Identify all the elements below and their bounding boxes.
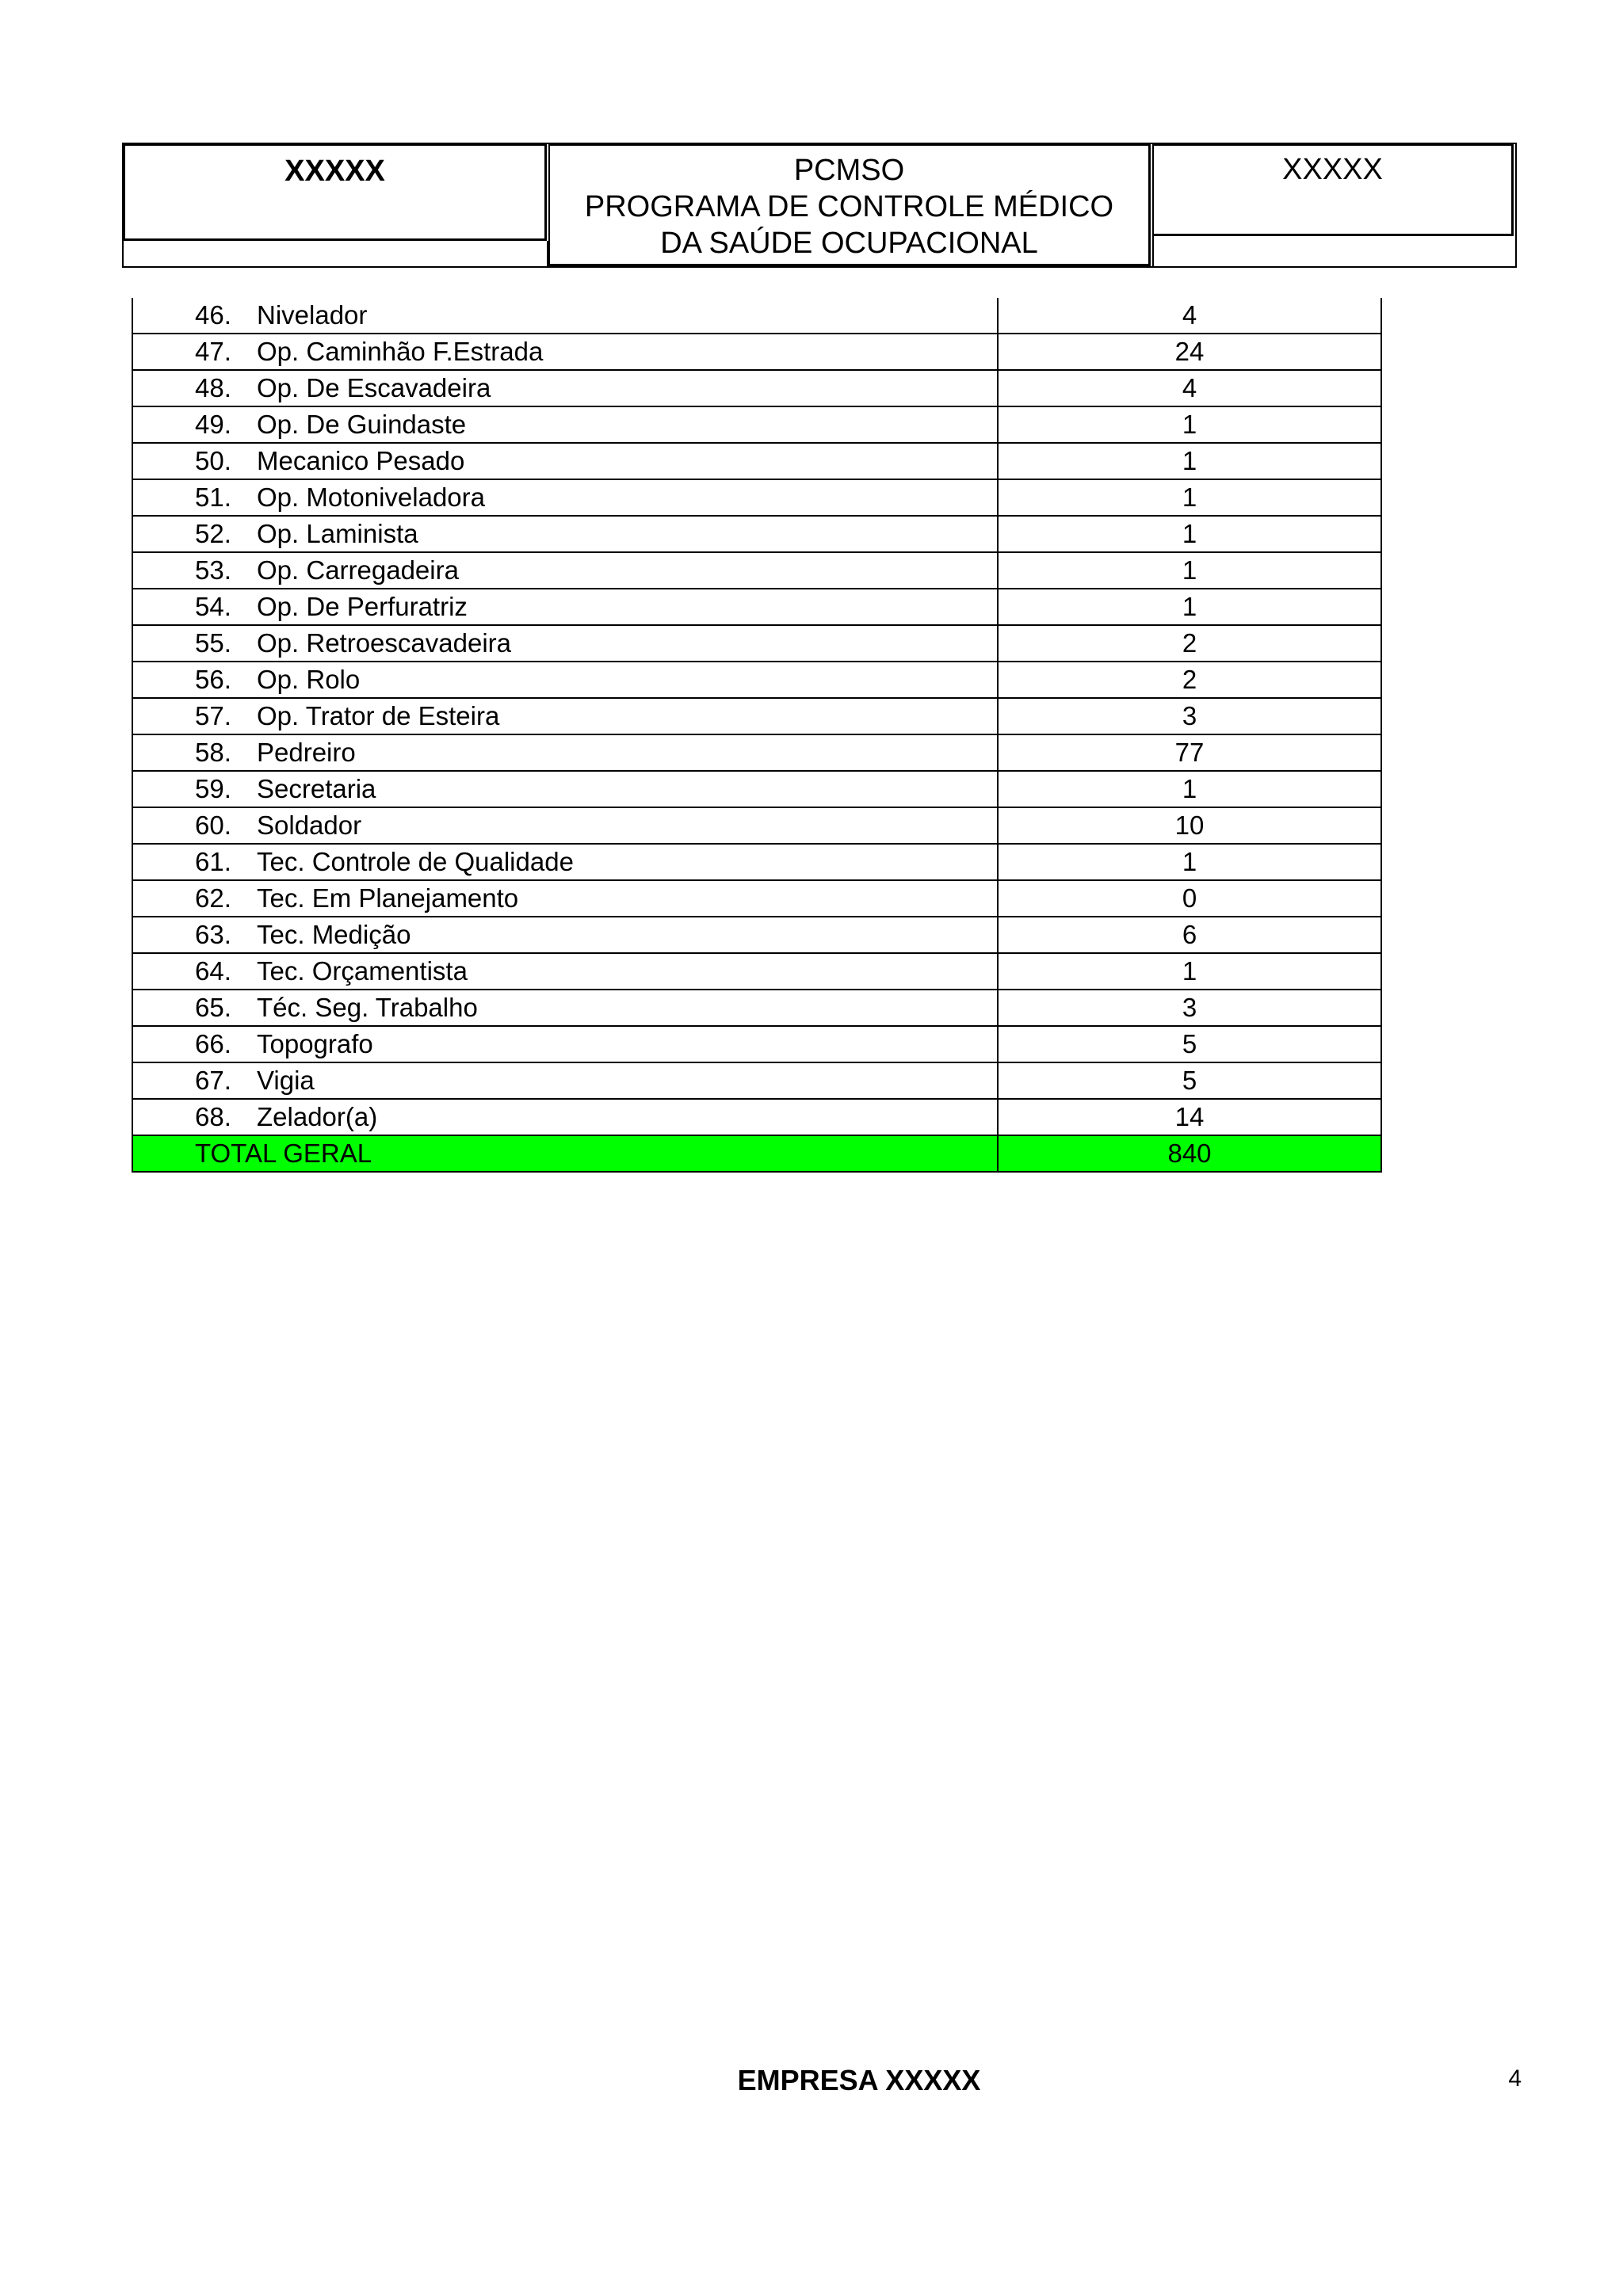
role-name: Op. Carregadeira bbox=[257, 555, 459, 585]
table-row bbox=[132, 698, 1381, 734]
roles-table bbox=[132, 298, 1382, 1173]
table-row bbox=[132, 1062, 1381, 1099]
count-cell: 1 bbox=[998, 844, 1381, 880]
table-row bbox=[132, 880, 1381, 917]
header-title bbox=[550, 152, 1148, 261]
count-cell: 3 bbox=[998, 990, 1381, 1026]
table-row bbox=[132, 552, 1381, 589]
role-name: Zelador(a) bbox=[257, 1102, 378, 1131]
role-cell bbox=[132, 844, 998, 880]
count-cell: 1 bbox=[998, 552, 1381, 589]
role-cell bbox=[132, 552, 998, 589]
header-left-cell bbox=[124, 144, 547, 241]
table-row bbox=[132, 662, 1381, 698]
role-cell bbox=[132, 880, 998, 917]
role-name: Téc. Seg. Trabalho bbox=[257, 993, 478, 1022]
role-name: Op. Retroescavadeira bbox=[257, 628, 511, 658]
table-row bbox=[132, 625, 1381, 662]
role-cell bbox=[132, 1062, 998, 1099]
role-name: Tec. Controle de Qualidade bbox=[257, 847, 574, 876]
table-row bbox=[132, 479, 1381, 516]
count-cell: 1 bbox=[998, 953, 1381, 990]
role-cell bbox=[132, 406, 998, 443]
row-number: 59. bbox=[195, 774, 231, 803]
row-number: 62. bbox=[195, 883, 231, 913]
role-cell bbox=[132, 1026, 998, 1062]
role-cell bbox=[132, 589, 998, 625]
role-name: Secretaria bbox=[257, 774, 376, 803]
row-number: 57. bbox=[195, 701, 231, 730]
row-number: 51. bbox=[195, 482, 231, 512]
role-name: Soldador bbox=[257, 810, 362, 840]
count-cell: 1 bbox=[998, 516, 1381, 552]
row-number: 50. bbox=[195, 446, 231, 475]
role-name: Tec. Orçamentista bbox=[257, 956, 468, 986]
row-number: 61. bbox=[195, 847, 231, 876]
count-cell: 6 bbox=[998, 917, 1381, 953]
role-name: Op. Rolo bbox=[257, 665, 361, 694]
footer-company: EMPRESA XXXXX bbox=[737, 2064, 981, 2096]
role-cell bbox=[132, 662, 998, 698]
row-number: 54. bbox=[195, 592, 231, 621]
table-row bbox=[132, 406, 1381, 443]
table-row bbox=[132, 334, 1381, 370]
count-cell: 1 bbox=[998, 406, 1381, 443]
count-cell: 5 bbox=[998, 1026, 1381, 1062]
total-label-cell bbox=[132, 1135, 998, 1172]
role-name: Op. Motoniveladora bbox=[257, 482, 485, 512]
header-divider-right bbox=[1152, 236, 1154, 268]
role-name: Topografo bbox=[257, 1029, 373, 1058]
role-name: Tec. Medição bbox=[257, 920, 411, 949]
total-label: TOTAL GERAL bbox=[195, 1138, 372, 1168]
count-cell: 1 bbox=[998, 771, 1381, 807]
count-cell: 1 bbox=[998, 589, 1381, 625]
header-divider-left bbox=[547, 241, 548, 268]
role-name: Op. De Escavadeira bbox=[257, 373, 491, 402]
count-cell: 4 bbox=[998, 370, 1381, 406]
role-cell bbox=[132, 698, 998, 734]
role-name: Op. De Guindaste bbox=[257, 410, 467, 439]
role-name: Op. Trator de Esteira bbox=[257, 701, 500, 730]
count-cell: 1 bbox=[998, 479, 1381, 516]
count-cell: 0 bbox=[998, 880, 1381, 917]
row-number: 49. bbox=[195, 410, 231, 439]
table-row bbox=[132, 516, 1381, 552]
count-cell: 1 bbox=[998, 443, 1381, 479]
header-title-line-1: PCMSO bbox=[793, 154, 905, 187]
count-cell: 2 bbox=[998, 625, 1381, 662]
role-cell bbox=[132, 443, 998, 479]
row-number: 58. bbox=[195, 738, 231, 767]
table-row bbox=[132, 370, 1381, 406]
count-cell: 5 bbox=[998, 1062, 1381, 1099]
row-number: 46. bbox=[195, 300, 231, 330]
count-cell: 10 bbox=[998, 807, 1381, 844]
table-row bbox=[132, 990, 1381, 1026]
table-row bbox=[132, 807, 1381, 844]
row-number: 53. bbox=[195, 555, 231, 585]
row-number: 68. bbox=[195, 1102, 231, 1131]
page-number: 4 bbox=[1508, 2065, 1522, 2092]
row-number: 47. bbox=[195, 337, 231, 366]
row-number: 65. bbox=[195, 993, 231, 1022]
total-row bbox=[132, 1135, 1381, 1172]
count-cell: 3 bbox=[998, 698, 1381, 734]
table-row bbox=[132, 844, 1381, 880]
role-name: Mecanico Pesado bbox=[257, 446, 465, 475]
row-number: 56. bbox=[195, 665, 231, 694]
table-row bbox=[132, 734, 1381, 771]
role-cell bbox=[132, 953, 998, 990]
role-cell bbox=[132, 807, 998, 844]
header-right-text: XXXXX bbox=[1282, 153, 1383, 186]
role-cell bbox=[132, 298, 998, 334]
count-cell: 77 bbox=[998, 734, 1381, 771]
role-cell bbox=[132, 734, 998, 771]
role-cell bbox=[132, 625, 998, 662]
table-row bbox=[132, 589, 1381, 625]
table-row bbox=[132, 443, 1381, 479]
role-cell bbox=[132, 516, 998, 552]
role-name: Nivelador bbox=[257, 300, 368, 330]
role-cell bbox=[132, 334, 998, 370]
roles-table-body bbox=[132, 298, 1381, 1172]
role-cell bbox=[132, 990, 998, 1026]
header-title-line-2: PROGRAMA DE CONTROLE MÉDICO bbox=[584, 190, 1114, 223]
role-cell bbox=[132, 1099, 998, 1135]
row-number: 55. bbox=[195, 628, 231, 658]
role-cell bbox=[132, 917, 998, 953]
role-name: Tec. Em Planejamento bbox=[257, 883, 519, 913]
header-right-cell bbox=[1152, 144, 1514, 236]
row-number: 60. bbox=[195, 810, 231, 840]
header-left-text: XXXXX bbox=[285, 154, 385, 188]
row-number: 66. bbox=[195, 1029, 231, 1058]
table-row bbox=[132, 917, 1381, 953]
row-number: 67. bbox=[195, 1066, 231, 1095]
table-row bbox=[132, 1026, 1381, 1062]
table-row bbox=[132, 953, 1381, 990]
row-number: 48. bbox=[195, 373, 231, 402]
count-cell: 2 bbox=[998, 662, 1381, 698]
role-cell bbox=[132, 479, 998, 516]
count-cell: 14 bbox=[998, 1099, 1381, 1135]
count-cell: 24 bbox=[998, 334, 1381, 370]
role-name: Vigia bbox=[257, 1066, 315, 1095]
role-name: Op. Laminista bbox=[257, 519, 418, 548]
total-count: 840 bbox=[998, 1135, 1381, 1172]
role-cell bbox=[132, 370, 998, 406]
table-row bbox=[132, 1099, 1381, 1135]
role-cell bbox=[132, 771, 998, 807]
row-number: 64. bbox=[195, 956, 231, 986]
role-name: Op. Caminhão F.Estrada bbox=[257, 337, 544, 366]
header-center-cell bbox=[548, 144, 1151, 266]
table-row bbox=[132, 771, 1381, 807]
table-row bbox=[132, 298, 1381, 334]
header-title-line-3: DA SAÚDE OCUPACIONAL bbox=[660, 227, 1038, 260]
count-cell: 4 bbox=[998, 298, 1381, 334]
role-name: Op. De Perfuratriz bbox=[257, 592, 468, 621]
row-number: 52. bbox=[195, 519, 231, 548]
row-number: 63. bbox=[195, 920, 231, 949]
role-name: Pedreiro bbox=[257, 738, 356, 767]
